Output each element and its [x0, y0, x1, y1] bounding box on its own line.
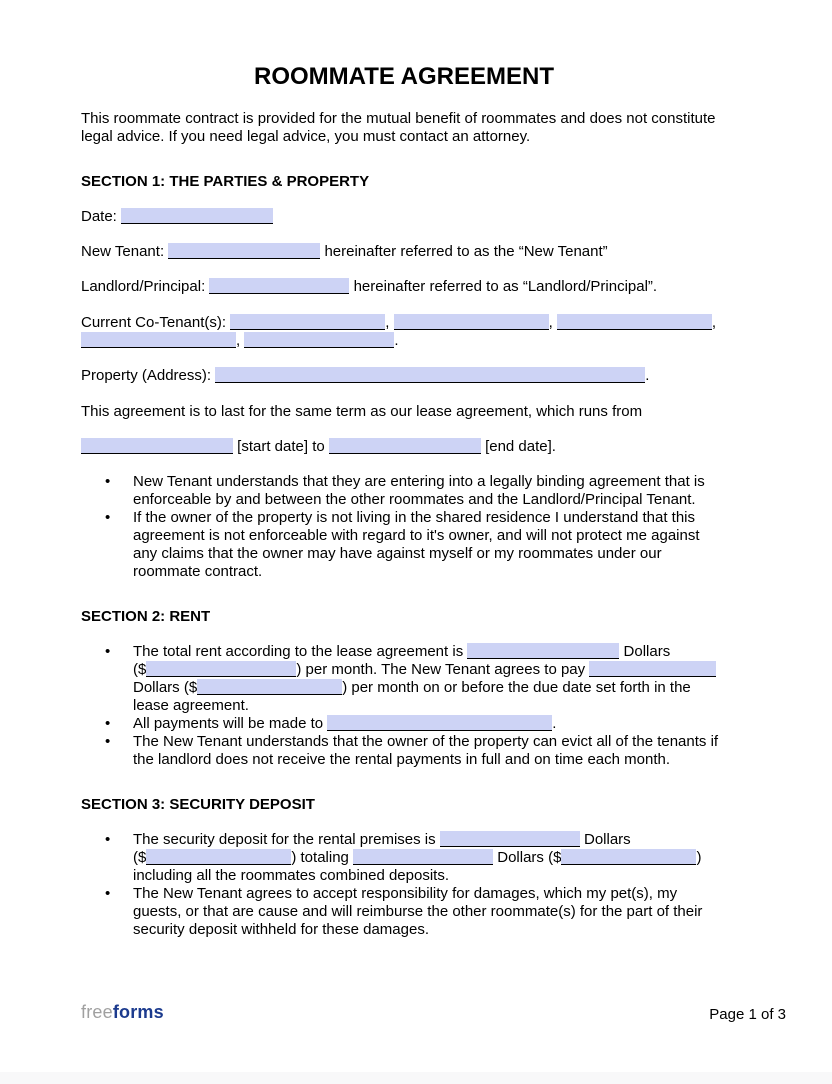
paren-close: )	[291, 849, 297, 866]
lease-term-paragraph: This agreement is to last for the same term as our lease agreement, which runs from	[81, 403, 643, 420]
section-2-heading: SECTION 2: RENT	[81, 608, 211, 625]
deposit-words-field[interactable]	[440, 831, 580, 847]
separator-comma: ,	[548, 314, 553, 331]
new-tenant-row	[81, 243, 727, 261]
logo-text-forms: forms	[112, 1002, 164, 1022]
deposit-total-amount-field[interactable]	[561, 849, 696, 865]
rent-text-4: Dollars	[133, 679, 180, 696]
document-content	[81, 0, 727, 939]
paren-close: )	[296, 661, 302, 678]
date-field[interactable]	[121, 208, 273, 224]
bullet-text	[133, 831, 726, 885]
end-period: .	[645, 367, 650, 384]
paren-open: ($	[133, 661, 147, 678]
bullet-icon: •	[105, 831, 111, 848]
rent-text-5: per month on or before the due date set forth in the lease agreement.	[133, 679, 691, 714]
start-date-caption: [start date] to	[237, 438, 325, 455]
co-tenant-5-field[interactable]	[244, 332, 394, 348]
freeforms-logo	[81, 1001, 164, 1023]
deposit-text-2: Dollars	[583, 831, 631, 848]
separator-comma: ,	[385, 314, 390, 331]
bullet-icon: •	[105, 473, 111, 490]
section-1-bullets	[81, 473, 727, 581]
co-tenants-label: Current Co-Tenant(s):	[81, 314, 227, 331]
section-1-heading: SECTION 1: THE PARTIES & PROPERTY	[81, 173, 370, 190]
paren-close: )	[342, 679, 348, 696]
section-2-bullets	[81, 643, 727, 769]
intro-paragraph: This roommate contract is provided for the mutual benefit of roommates and does not constitute legal advice. If you need legal advice, you must contact an attorney.	[81, 110, 716, 145]
bullet-icon: •	[105, 733, 111, 750]
property-row	[81, 367, 727, 385]
rent-text-3: per month. The New Tenant agrees to pay	[305, 661, 586, 678]
paren-close: )	[696, 849, 702, 866]
landlord-after-text: hereinafter referred to as “Landlord/Principal”.	[353, 278, 658, 295]
list-item	[81, 643, 727, 715]
new-tenant-field[interactable]	[168, 243, 320, 259]
list-item	[81, 715, 727, 733]
rent-text-2: Dollars	[623, 643, 671, 660]
end-period: .	[394, 332, 399, 349]
separator-comma: ,	[236, 332, 241, 349]
paren-open: ($	[133, 849, 147, 866]
end-date-field[interactable]	[329, 438, 481, 454]
list-item	[81, 885, 727, 939]
new-tenant-label: New Tenant:	[81, 243, 165, 260]
co-tenant-3-field[interactable]	[557, 314, 712, 330]
total-rent-words-field[interactable]	[467, 643, 619, 659]
logo-text-free: free	[81, 1002, 113, 1022]
landlord-label: Landlord/Principal:	[81, 278, 206, 295]
deposit-total-words-field[interactable]	[353, 849, 493, 865]
bullet-icon: •	[105, 643, 111, 660]
bullet-text: If the owner of the property is not living in the shared residence I understand that this agreement is not enforceable with regard to it's owner, and will not protect me against any claims that the owner may have against myself or my roommates under our roommate contract.	[133, 509, 700, 580]
bullet-text: The New Tenant agrees to accept responsibility for damages, which my pet(s), my guests, or that are cause and will reimburse the other roommate(s) for the part of their security deposit withheld for these damages.	[133, 885, 703, 938]
bullet-text	[133, 715, 726, 733]
paren-open: ($	[183, 679, 198, 696]
start-date-field[interactable]	[81, 438, 233, 454]
property-address-field[interactable]	[215, 367, 645, 383]
bullet-icon: •	[105, 509, 111, 526]
bullet-icon: •	[105, 885, 111, 902]
paren-open: ($	[548, 849, 562, 866]
lease-dates-row	[81, 438, 727, 456]
deposit-text-1: The security deposit for the rental premises is	[133, 831, 436, 848]
deposit-text-5: including all the roommates combined deposits.	[133, 867, 450, 884]
deposit-text-3: totaling	[300, 849, 349, 866]
new-tenant-after-text: hereinafter referred to as the “New Tenant”	[324, 243, 608, 260]
list-item	[81, 473, 727, 509]
end-date-caption: [end date].	[485, 438, 556, 455]
landlord-field[interactable]	[209, 278, 349, 294]
date-row	[81, 208, 727, 226]
bullet-text: The New Tenant understands that the owner of the property can evict all of the tenants if the landlord does not receive the rental payments in full and on time each month.	[133, 733, 719, 768]
page-title: ROOMMATE AGREEMENT	[254, 63, 554, 90]
tenant-rent-amount-field[interactable]	[197, 679, 342, 695]
total-rent-amount-field[interactable]	[146, 661, 296, 677]
deposit-amount-field[interactable]	[146, 849, 291, 865]
co-tenant-2-field[interactable]	[394, 314, 549, 330]
landlord-row	[81, 278, 727, 296]
end-period: .	[552, 715, 557, 732]
co-tenant-1-field[interactable]	[230, 314, 385, 330]
date-label: Date:	[81, 208, 117, 225]
property-label: Property (Address):	[81, 367, 212, 384]
deposit-text-4: Dollars	[497, 849, 544, 866]
page-bottom-edge	[0, 1072, 832, 1084]
section-3-heading: SECTION 3: SECURITY DEPOSIT	[81, 796, 315, 813]
tenant-rent-words-field[interactable]	[589, 661, 716, 677]
payments-text: All payments will be made to	[133, 715, 324, 732]
separator-comma: ,	[711, 314, 717, 331]
bullet-text	[133, 643, 726, 715]
rent-text-1: The total rent according to the lease agreement is	[133, 643, 464, 660]
list-item	[81, 831, 727, 885]
bullet-text: New Tenant understands that they are entering into a legally binding agreement that is enforceable by and between the other roommates and the Landlord/Principal Tenant.	[133, 473, 705, 508]
list-item	[81, 509, 727, 581]
section-3-bullets	[81, 831, 727, 939]
list-item	[81, 733, 727, 769]
co-tenants-row	[81, 314, 727, 350]
bullet-icon: •	[105, 715, 111, 732]
co-tenant-4-field[interactable]	[81, 332, 236, 348]
page-number: Page 1 of 3	[709, 1006, 786, 1023]
payments-payee-field[interactable]	[327, 715, 552, 731]
